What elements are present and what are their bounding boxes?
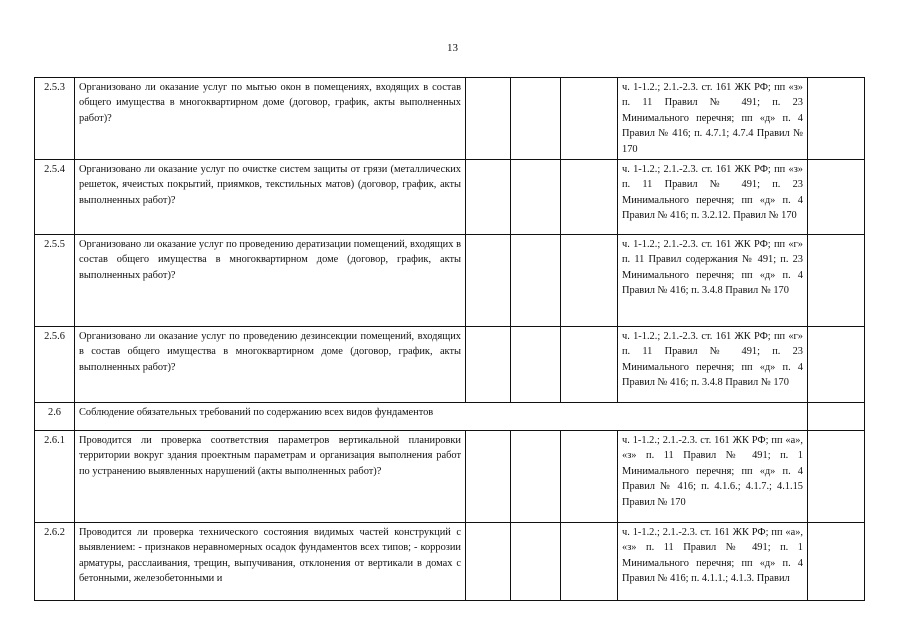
answer-no-cell bbox=[511, 523, 561, 601]
legal-reference: ч. 1-1.2.; 2.1.-2.3. ст. 161 ЖК РФ; пп «а», «з» п. 11 Правил № 491; п. 1 Минимального перечня; пп «д» п. 4 Правил № 416; п. 4.1.6.; 4.1.7.; 4.1.15 Правил № 170 bbox=[618, 431, 808, 523]
item-question: Организовано ли оказание услуг по очистке систем защиты от грязи (металлических решеток, ячеистых покрытий, приямков, текстильных матов) (договор, график, акты выполненных работ)? bbox=[75, 160, 466, 235]
answer-na-cell bbox=[561, 523, 618, 601]
item-question: Организовано ли оказание услуг по мытью окон в помещениях, входящих в состав общего имущества в многоквартирном доме (договор, график, акты выполненных работ)? bbox=[75, 78, 466, 160]
answer-yes-cell bbox=[466, 431, 511, 523]
item-number: 2.5.4 bbox=[35, 160, 75, 235]
item-number: 2.6.1 bbox=[35, 431, 75, 523]
notes-cell bbox=[808, 431, 865, 523]
table-row bbox=[35, 78, 865, 160]
legal-reference: ч. 1-1.2.; 2.1.-2.3. ст. 161 ЖК РФ; пп «г» п. 11 Правил № 491; п. 23 Минимального перечня; пп «д» п. 4 Правил № 416; п. 3.4.8 Правил № 170 bbox=[618, 327, 808, 403]
notes-cell bbox=[808, 78, 865, 160]
table-row bbox=[35, 327, 865, 403]
answer-na-cell bbox=[561, 78, 618, 160]
notes-cell bbox=[808, 403, 865, 431]
table-row bbox=[35, 160, 865, 235]
checklist-table bbox=[34, 77, 865, 601]
table-row bbox=[35, 523, 865, 601]
answer-no-cell bbox=[511, 431, 561, 523]
answer-no-cell bbox=[511, 78, 561, 160]
item-question: Организовано ли оказание услуг по проведению дезинсекции помещений, входящих в состав общего имущества в многоквартирном доме (договор, график, акты выполненных работ)? bbox=[75, 327, 466, 403]
item-number: 2.5.6 bbox=[35, 327, 75, 403]
item-question: Проводится ли проверка соответствия параметров вертикальной планировки территории вокруг здания проектным параметрам и организация выполнения работ по устранению выявленных нарушений (акты выполненных работ)? bbox=[75, 431, 466, 523]
item-number: 2.6.2 bbox=[35, 523, 75, 601]
section-number: 2.6 bbox=[35, 403, 75, 431]
page-number: 13 bbox=[447, 42, 458, 54]
answer-yes-cell bbox=[466, 160, 511, 235]
item-question: Проводится ли проверка технического состояния видимых частей конструкций с выявлением: - признаков неравномерных осадок фундаментов всех типов; - коррозии арматуры, расслаивания, трещин, выпучивания, отклонения от вертикали в домах с бетонными, железобетонными и bbox=[75, 523, 466, 601]
legal-reference: ч. 1-1.2.; 2.1.-2.3. ст. 161 ЖК РФ; пп «з» п. 11 Правил № 491; п. 23 Минимального перечня; пп «д» п. 4 Правил № 416; п. 4.7.1; 4.7.4 Правил № 170 bbox=[618, 78, 808, 160]
notes-cell bbox=[808, 235, 865, 327]
notes-cell bbox=[808, 160, 865, 235]
item-number: 2.5.3 bbox=[35, 78, 75, 160]
answer-yes-cell bbox=[466, 523, 511, 601]
answer-no-cell bbox=[511, 327, 561, 403]
answer-no-cell bbox=[511, 235, 561, 327]
answer-yes-cell bbox=[466, 78, 511, 160]
item-question: Организовано ли оказание услуг по проведению дератизации помещений, входящих в состав общего имущества в многоквартирном доме (договор, график, акты выполненных работ)? bbox=[75, 235, 466, 327]
answer-na-cell bbox=[561, 235, 618, 327]
table-row bbox=[35, 431, 865, 523]
section-title: Соблюдение обязательных требований по содержанию всех видов фундаментов bbox=[75, 403, 808, 431]
notes-cell bbox=[808, 523, 865, 601]
legal-reference: ч. 1-1.2.; 2.1.-2.3. ст. 161 ЖК РФ; пп «г» п. 11 Правил содержания № 491; п. 23 Минимального перечня; пп «д» п. 4 Правил № 416; п. 3.4.8 Правил № 170 bbox=[618, 235, 808, 327]
answer-yes-cell bbox=[466, 327, 511, 403]
answer-yes-cell bbox=[466, 235, 511, 327]
item-number: 2.5.5 bbox=[35, 235, 75, 327]
legal-reference: ч. 1-1.2.; 2.1.-2.3. ст. 161 ЖК РФ; пп «з» п. 11 Правил № 491; п. 23 Минимального перечня; пп «д» п. 4 Правил № 416; п. 3.2.12. Правил № 170 bbox=[618, 160, 808, 235]
notes-cell bbox=[808, 327, 865, 403]
answer-na-cell bbox=[561, 160, 618, 235]
answer-na-cell bbox=[561, 431, 618, 523]
legal-reference: ч. 1-1.2.; 2.1.-2.3. ст. 161 ЖК РФ; пп «а», «з» п. 11 Правил № 491; п. 1 Минимального перечня; пп «д» п. 4 Правил № 416; п. 4.1.1.; 4.1.3. Правил bbox=[618, 523, 808, 601]
answer-no-cell bbox=[511, 160, 561, 235]
answer-na-cell bbox=[561, 327, 618, 403]
section-row bbox=[35, 403, 865, 431]
table-row bbox=[35, 235, 865, 327]
